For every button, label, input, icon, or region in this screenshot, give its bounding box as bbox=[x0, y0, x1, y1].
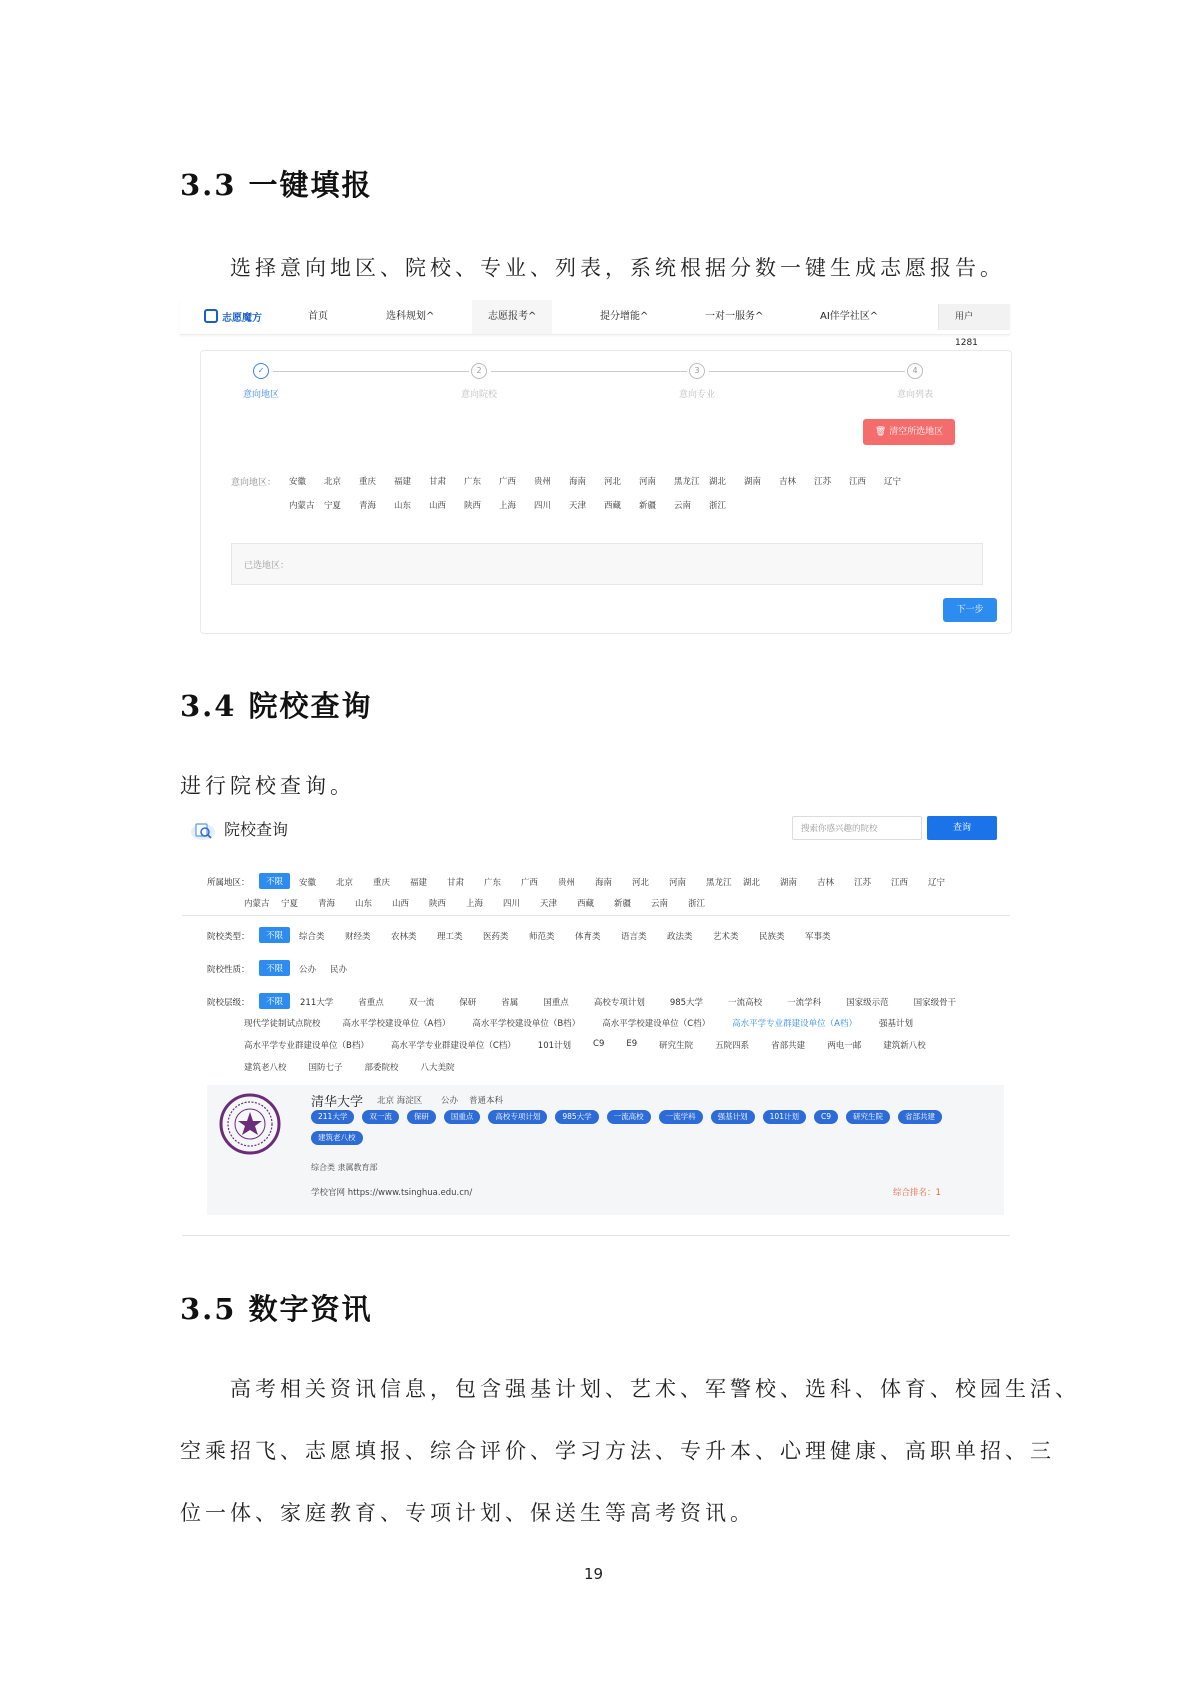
section-heading-3-4: 3.4 院校查询 bbox=[180, 689, 373, 723]
region-option[interactable]: 湖南 bbox=[744, 477, 762, 487]
level-filter-option[interactable]: 一流高校 bbox=[728, 998, 763, 1008]
type-filter-option[interactable]: 医药类 bbox=[483, 932, 509, 942]
filter-type-all[interactable]: 不限 bbox=[259, 927, 290, 943]
nav-ai-community[interactable]: AI伴学社区^ bbox=[820, 311, 879, 322]
level-filter-option[interactable]: 国防七子 bbox=[308, 1063, 343, 1073]
region-option[interactable]: 四川 bbox=[534, 501, 552, 511]
level-filter-option[interactable]: 部委院校 bbox=[364, 1063, 399, 1073]
region-option[interactable]: 云南 bbox=[674, 501, 692, 511]
region-filter-option[interactable]: 浙江 bbox=[688, 899, 706, 909]
filter-nature-all[interactable]: 不限 bbox=[259, 960, 290, 976]
region-filter-option[interactable]: 黑龙江 bbox=[706, 878, 732, 888]
school-tag: 研究生院 bbox=[846, 1110, 890, 1124]
type-filter-option[interactable]: 艺术类 bbox=[713, 932, 739, 942]
nav-one-on-one[interactable]: 一对一服务^ bbox=[705, 311, 764, 322]
region-select-panel bbox=[200, 350, 1012, 634]
type-filter-option[interactable]: 政法类 bbox=[667, 932, 693, 942]
type-filter-option[interactable]: 农林类 bbox=[391, 932, 417, 942]
school-tag: 一流学科 bbox=[659, 1110, 703, 1124]
next-step-button[interactable]: 下一步 bbox=[943, 598, 997, 622]
nature-filter-option[interactable]: 民办 bbox=[330, 965, 348, 975]
region-filter-option[interactable]: 江苏 bbox=[854, 878, 872, 888]
type-filter-option[interactable]: 综合类 bbox=[299, 932, 325, 942]
region-option[interactable]: 海南 bbox=[569, 477, 587, 487]
region-filter-option[interactable]: 河南 bbox=[669, 878, 687, 888]
filter-region-label: 所属地区： bbox=[207, 878, 250, 888]
region-option[interactable]: 广西 bbox=[499, 477, 517, 487]
region-option[interactable]: 内蒙古 bbox=[289, 501, 315, 511]
level-filter-option[interactable]: 强基计划 bbox=[878, 1019, 913, 1029]
school-tag: 211大学 bbox=[311, 1110, 354, 1124]
region-filter-option[interactable]: 甘肃 bbox=[447, 878, 465, 888]
filter-divider bbox=[182, 915, 1010, 916]
region-filter-option[interactable]: 上海 bbox=[466, 899, 484, 909]
filter-region-all[interactable]: 不限 bbox=[259, 873, 290, 889]
level-filter-option[interactable]: 一流学科 bbox=[787, 998, 822, 1008]
school-search-button[interactable]: 查询 bbox=[927, 816, 997, 840]
level-filter-option[interactable]: 高水平学专业群建设单位（B档） bbox=[244, 1041, 369, 1051]
level-filter-option[interactable]: 两电一邮 bbox=[827, 1041, 862, 1051]
clear-regions-button[interactable]: 🗑 清空所选地区 bbox=[863, 419, 955, 445]
step-4-label: 意向列表 bbox=[897, 390, 934, 400]
level-filter-option[interactable]: 高校专项计划 bbox=[593, 998, 645, 1008]
region-filter-option[interactable]: 安徽 bbox=[299, 878, 317, 888]
region-label: 意向地区： bbox=[231, 478, 277, 488]
region-option[interactable]: 黑龙江 bbox=[674, 477, 700, 487]
level-filter-option[interactable]: C9 bbox=[593, 1039, 605, 1049]
page-number: 19 bbox=[584, 1565, 604, 1583]
region-option[interactable]: 安徽 bbox=[289, 477, 307, 487]
school-rank: 综合排名：1 bbox=[893, 1188, 941, 1198]
nav-subject-planning[interactable]: 选科规划^ bbox=[386, 311, 435, 322]
school-tag: 建筑老八校 bbox=[311, 1131, 363, 1145]
type-filter-option[interactable]: 语言类 bbox=[621, 932, 647, 942]
school-tag: 双一流 bbox=[362, 1110, 399, 1124]
region-filter-option[interactable]: 云南 bbox=[651, 899, 669, 909]
step-1-label: 意向地区 bbox=[243, 390, 280, 400]
region-option[interactable]: 广东 bbox=[464, 477, 482, 487]
region-option[interactable]: 河北 bbox=[604, 477, 622, 487]
region-option[interactable]: 上海 bbox=[499, 501, 517, 511]
level-filter-option[interactable]: 高水平学校建设单位（C档） bbox=[602, 1019, 711, 1029]
region-filter-option[interactable]: 海南 bbox=[595, 878, 613, 888]
school-ownership: 公办 bbox=[441, 1096, 459, 1106]
filter-nature-label: 院校性质： bbox=[207, 965, 250, 975]
school-name[interactable]: 清华大学 bbox=[311, 1095, 364, 1110]
step-1-check-icon: ✓ bbox=[253, 363, 269, 379]
level-filter-option[interactable]: 五院四系 bbox=[715, 1041, 750, 1051]
level-filter-option[interactable]: 101计划 bbox=[537, 1041, 572, 1051]
region-filter-option[interactable]: 宁夏 bbox=[281, 899, 299, 909]
school-tag: 国重点 bbox=[444, 1110, 481, 1124]
step-2-label: 意向院校 bbox=[461, 390, 498, 400]
level-filter-option[interactable]: E9 bbox=[626, 1039, 638, 1049]
trash-icon: 🗑 bbox=[874, 427, 890, 437]
section-heading-3-5: 3.5 数字资讯 bbox=[180, 1292, 373, 1326]
level-filter-option[interactable]: 双一流 bbox=[408, 998, 435, 1008]
level-filter-option[interactable]: 建筑老八校 bbox=[244, 1063, 287, 1073]
region-option[interactable]: 贵州 bbox=[534, 477, 552, 487]
level-filter-option[interactable]: 现代学徒制试点院校 bbox=[244, 1019, 321, 1029]
region-option[interactable]: 重庆 bbox=[359, 477, 377, 487]
level-filter-option[interactable]: 省部共建 bbox=[771, 1041, 806, 1051]
logo-icon bbox=[204, 309, 218, 323]
step-connector bbox=[273, 371, 469, 372]
region-filter-option[interactable]: 陕西 bbox=[429, 899, 447, 909]
region-filter-option[interactable]: 吉林 bbox=[817, 878, 835, 888]
selected-regions-label: 已选地区： bbox=[244, 561, 290, 571]
region-option[interactable]: 甘肃 bbox=[429, 477, 447, 487]
region-option[interactable]: 辽宁 bbox=[884, 477, 902, 487]
school-tag: 强基计划 bbox=[711, 1110, 755, 1124]
level-filter-option[interactable]: 国家级骨干 bbox=[913, 998, 957, 1008]
region-filter-option[interactable]: 广东 bbox=[484, 878, 502, 888]
section-text-3-5-line1: 高考相关资讯信息，包含强基计划、艺术、军警校、选科、体育、校园生活、 bbox=[230, 1377, 1080, 1401]
level-filter-option[interactable]: 国重点 bbox=[543, 998, 569, 1008]
level-filter-option[interactable]: 建筑新八校 bbox=[883, 1041, 926, 1051]
region-option[interactable]: 山西 bbox=[429, 501, 447, 511]
region-option[interactable]: 吉林 bbox=[779, 477, 797, 487]
region-filter-option[interactable]: 内蒙古 bbox=[244, 899, 270, 909]
section-text-3-3: 选择意向地区、院校、专业、列表，系统根据分数一键生成志愿报告。 bbox=[230, 256, 1005, 280]
region-option[interactable]: 江苏 bbox=[814, 477, 832, 487]
section-text-3-5-line3: 位一体、家庭教育、专项计划、保送生等高考资讯。 bbox=[180, 1501, 755, 1525]
level-filter-option[interactable]: 保研 bbox=[459, 998, 477, 1008]
section-heading-3-3: 3.3 一键填报 bbox=[180, 168, 373, 202]
user-menu[interactable]: 用户1281 bbox=[938, 304, 1010, 330]
region-filter-option[interactable]: 贵州 bbox=[558, 878, 576, 888]
level-filter-option[interactable]: 八大美院 bbox=[420, 1063, 455, 1073]
type-filter-option[interactable]: 体育类 bbox=[575, 932, 601, 942]
level-filter-option[interactable]: 省属 bbox=[501, 998, 519, 1008]
school-search-panel bbox=[182, 807, 1010, 1230]
school-search-icon bbox=[190, 819, 216, 841]
region-filter-option[interactable]: 重庆 bbox=[373, 878, 391, 888]
region-filter-option[interactable]: 四川 bbox=[503, 899, 521, 909]
school-location: 北京 海淀区 bbox=[377, 1096, 423, 1106]
region-option[interactable]: 北京 bbox=[324, 477, 342, 487]
nav-score-boost[interactable]: 提分增能^ bbox=[600, 311, 649, 322]
step-2-circle: 2 bbox=[471, 363, 487, 379]
region-filter-option[interactable]: 西藏 bbox=[577, 899, 595, 909]
nav-application[interactable]: 志愿报考^ bbox=[472, 300, 552, 334]
section-text-3-5-line2: 空乘招飞、志愿填报、综合评价、学习方法、专升本、心理健康、高职单招、三 bbox=[180, 1439, 1055, 1463]
region-option[interactable]: 湖北 bbox=[709, 477, 727, 487]
school-search-title: 院校查询 bbox=[224, 820, 289, 839]
school-degree-type: 普通本科 bbox=[469, 1096, 504, 1106]
type-filter-option[interactable]: 财经类 bbox=[345, 932, 371, 942]
school-tag: 101计划 bbox=[763, 1110, 806, 1124]
region-filter-option[interactable]: 湖北 bbox=[743, 878, 761, 888]
region-filter-option[interactable]: 山西 bbox=[392, 899, 410, 909]
school-website[interactable]: 学校官网 https://www.tsinghua.edu.cn/ bbox=[311, 1188, 473, 1198]
school-card[interactable] bbox=[207, 1085, 1004, 1215]
region-filter-option[interactable]: 河北 bbox=[632, 878, 650, 888]
type-filter-option[interactable]: 师范类 bbox=[529, 932, 555, 942]
level-filter-option[interactable]: 211大学 bbox=[300, 998, 334, 1008]
region-option[interactable]: 天津 bbox=[569, 501, 587, 511]
school-tag: 保研 bbox=[407, 1110, 436, 1124]
level-filter-option[interactable]: 高水平学专业群建设单位（A档） bbox=[732, 1019, 857, 1029]
level-filter-option[interactable]: 研究生院 bbox=[659, 1041, 694, 1051]
step-4-circle: 4 bbox=[907, 363, 923, 379]
filter-level-label: 院校层级： bbox=[207, 998, 250, 1008]
step-connector bbox=[491, 371, 687, 372]
region-filter-option[interactable]: 辽宁 bbox=[928, 878, 946, 888]
nav-home[interactable]: 首页 bbox=[308, 311, 328, 322]
selected-regions-box bbox=[231, 543, 983, 585]
region-option[interactable]: 福建 bbox=[394, 477, 412, 487]
level-filter-option[interactable]: 高水平学校建设单位（B档） bbox=[472, 1019, 581, 1029]
school-tag: 省部共建 bbox=[898, 1110, 942, 1124]
school-tag: 高校专项计划 bbox=[488, 1110, 547, 1124]
region-option[interactable]: 新疆 bbox=[639, 501, 657, 511]
region-option[interactable]: 西藏 bbox=[604, 501, 622, 511]
region-filter-option[interactable]: 福建 bbox=[410, 878, 428, 888]
tsinghua-seal-icon bbox=[219, 1093, 281, 1155]
region-option[interactable]: 宁夏 bbox=[324, 501, 342, 511]
level-filter-option[interactable]: 国家级示范 bbox=[846, 998, 889, 1008]
level-filter-option[interactable]: 高水平学专业群建设单位（C档） bbox=[390, 1041, 516, 1051]
region-filter-option[interactable]: 湖南 bbox=[780, 878, 798, 888]
step-connector bbox=[709, 371, 905, 372]
nature-filter-option[interactable]: 公办 bbox=[299, 965, 317, 975]
level-filter-option[interactable]: 985大学 bbox=[669, 998, 704, 1008]
region-option[interactable]: 江西 bbox=[849, 477, 867, 487]
step-3-label: 意向专业 bbox=[679, 390, 716, 400]
region-option[interactable]: 山东 bbox=[394, 501, 412, 511]
school-search-input[interactable]: 搜索你感兴趣的院校 bbox=[792, 816, 922, 840]
region-option[interactable]: 陕西 bbox=[464, 501, 482, 511]
region-option[interactable]: 青海 bbox=[359, 501, 377, 511]
region-filter-option[interactable]: 青海 bbox=[318, 899, 336, 909]
filter-type-label: 院校类型： bbox=[207, 932, 250, 942]
level-filter-option[interactable]: 省重点 bbox=[358, 998, 384, 1008]
type-filter-option[interactable]: 理工类 bbox=[437, 932, 463, 942]
type-filter-option[interactable]: 军事类 bbox=[805, 932, 831, 942]
school-tag: C9 bbox=[814, 1110, 838, 1124]
region-filter-option[interactable]: 北京 bbox=[336, 878, 354, 888]
logo-text: 志愿魔方 bbox=[222, 313, 262, 324]
type-filter-option[interactable]: 民族类 bbox=[759, 932, 785, 942]
region-filter-option[interactable]: 天津 bbox=[540, 899, 558, 909]
section-text-3-4: 进行院校查询。 bbox=[180, 774, 355, 798]
step-3-circle: 3 bbox=[689, 363, 705, 379]
panel-bottom-divider bbox=[182, 1235, 1010, 1236]
level-filter-option[interactable]: 高水平学校建设单位（A档） bbox=[342, 1019, 451, 1029]
school-tag: 985大学 bbox=[555, 1110, 598, 1124]
region-option[interactable]: 河南 bbox=[639, 477, 657, 487]
region-filter-option[interactable]: 山东 bbox=[355, 899, 373, 909]
filter-level-all[interactable]: 不限 bbox=[259, 993, 290, 1009]
region-filter-option[interactable]: 新疆 bbox=[614, 899, 632, 909]
region-option[interactable]: 浙江 bbox=[709, 501, 727, 511]
school-tag: 一流高校 bbox=[607, 1110, 651, 1124]
region-filter-option[interactable]: 广西 bbox=[521, 878, 539, 888]
app-navbar bbox=[180, 300, 1010, 348]
school-category: 综合类 隶属教育部 bbox=[311, 1163, 378, 1172]
region-filter-option[interactable]: 江西 bbox=[891, 878, 909, 888]
